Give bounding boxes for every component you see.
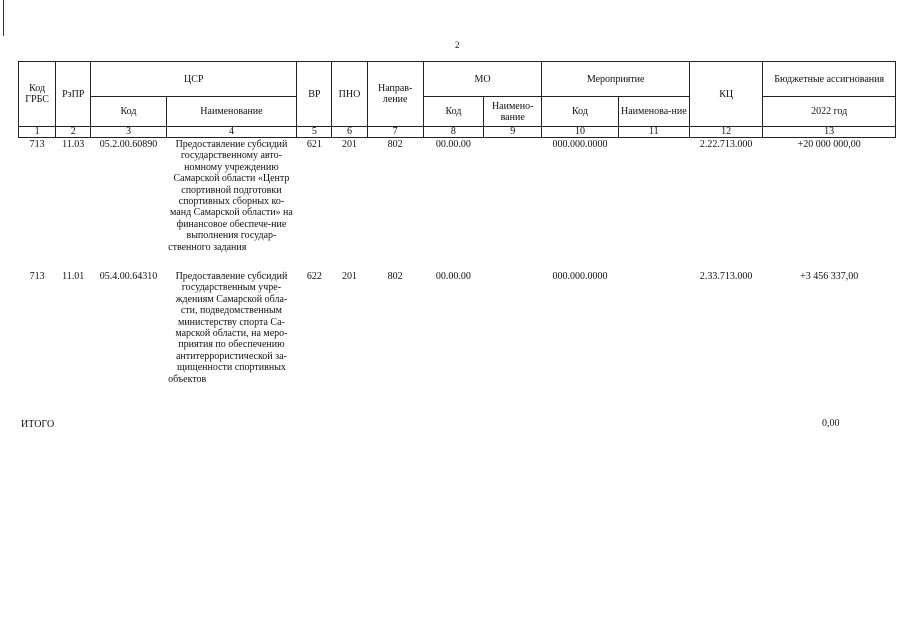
cell-name: Предоставление субсидий государственным учре-ждениям Самарской обла-сти, подведомственным министерству спорта Са-марской области, на меро-приятия по обеспечению антитеррористической за-щищенности спортивных объектов xyxy=(168,271,288,385)
cell-rzpr: 11.03 xyxy=(62,139,85,150)
cell-mo-name xyxy=(484,270,542,386)
header-mo-code: Код xyxy=(423,97,483,127)
cell-event-name xyxy=(618,138,689,271)
cell-event-code: 000.000.0000 xyxy=(552,139,608,150)
column-number: 2 xyxy=(56,127,91,138)
cell-pno: 201 xyxy=(341,271,357,282)
header-mo-name: Наимено-вание xyxy=(484,97,542,127)
total-value: 0,00 xyxy=(822,418,840,429)
column-number: 5 xyxy=(297,127,332,138)
header-kc: КЦ xyxy=(689,62,762,127)
column-number: 11 xyxy=(618,127,689,138)
cell-vr: 622 xyxy=(306,271,322,282)
cell-vr: 621 xyxy=(306,139,322,150)
cell-pno: 201 xyxy=(341,139,357,150)
cell-amount: +3 456 337,00 xyxy=(800,271,859,282)
column-number: 1 xyxy=(19,127,56,138)
header-event: Мероприятие xyxy=(542,62,690,97)
cell-grbs: 713 xyxy=(29,271,45,282)
column-number: 6 xyxy=(332,127,367,138)
cell-csr-code: 05.2.00.60890 xyxy=(99,139,158,150)
header-grbs: Код ГРБС xyxy=(19,62,56,127)
cell-direction: 802 xyxy=(387,271,403,282)
cell-event-code: 000.000.0000 xyxy=(552,271,608,282)
cell-kc: 2.33.713.000 xyxy=(699,271,753,282)
table-row xyxy=(19,270,896,386)
header-year: 2022 год xyxy=(763,97,896,127)
cell-mo-code: 00.00.00 xyxy=(435,271,471,282)
cell-csr-code: 05.4.00.64310 xyxy=(99,271,158,282)
total-label: ИТОГО xyxy=(21,419,55,430)
column-number: 9 xyxy=(484,127,542,138)
column-number: 7 xyxy=(367,127,423,138)
column-number: 8 xyxy=(423,127,483,138)
table-row xyxy=(19,138,896,271)
header-direction: Направ-ление xyxy=(367,62,423,127)
header-csr: ЦСР xyxy=(91,62,297,97)
header-csr-code: Код xyxy=(91,97,166,127)
cell-grbs: 713 xyxy=(29,139,45,150)
header-pno: ПНО xyxy=(332,62,367,127)
cell-name: Предоставление субсидий государственному авто-номному учреждению Самарской области «Центр спортивной подготовки спортивных сборных ко-манд Самарской области» на финансовое обеспече-ние выполнения государ-ственного задания xyxy=(168,139,293,253)
header-event-code: Код xyxy=(542,97,618,127)
header-event-name: Наименова-ние xyxy=(618,97,689,127)
budget-table xyxy=(18,61,896,386)
cell-amount: +20 000 000,00 xyxy=(797,139,861,150)
cell-event-name xyxy=(618,270,689,386)
cell-mo-name xyxy=(484,138,542,271)
header-csr-name: Наименование xyxy=(166,97,297,127)
cell-direction: 802 xyxy=(387,139,403,150)
header-vr: ВР xyxy=(297,62,332,127)
header-budget: Бюджетные ассигнования xyxy=(763,62,896,97)
header-mo: МО xyxy=(423,62,542,97)
margin-mark xyxy=(3,0,4,36)
cell-rzpr: 11.01 xyxy=(62,271,85,282)
cell-kc: 2.22.713.000 xyxy=(699,139,753,150)
column-number: 12 xyxy=(689,127,762,138)
column-number: 10 xyxy=(542,127,618,138)
cell-mo-code: 00.00.00 xyxy=(435,139,471,150)
column-number: 13 xyxy=(763,127,896,138)
header-rzpr: РзПР xyxy=(56,62,91,127)
page-number: 2 xyxy=(455,40,460,50)
column-number: 3 xyxy=(91,127,166,138)
column-number: 4 xyxy=(166,127,297,138)
